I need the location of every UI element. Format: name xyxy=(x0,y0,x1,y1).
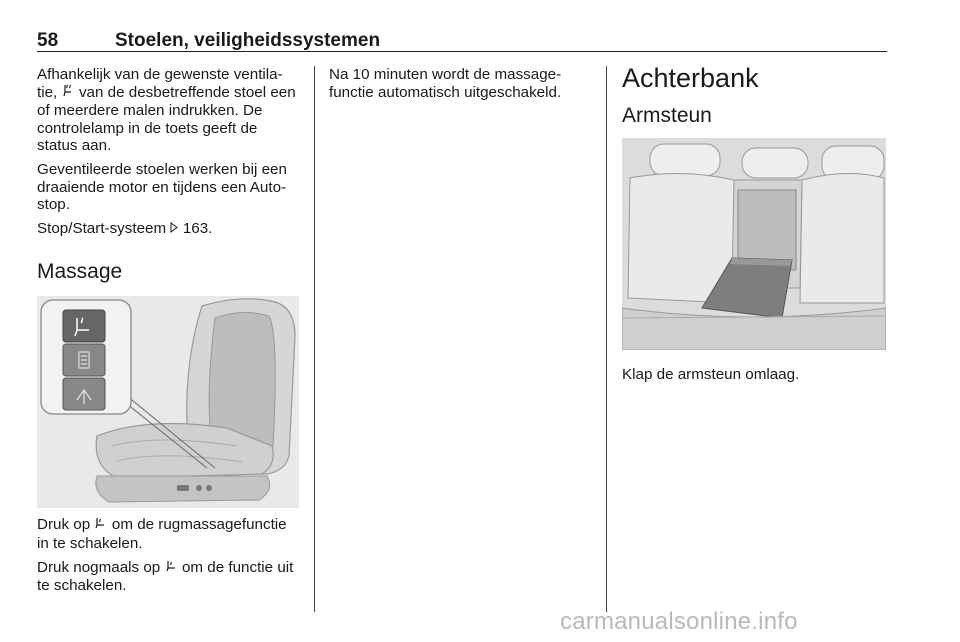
massage-seat-controls-illustration xyxy=(37,296,299,508)
subheading-armrest: Armsteun xyxy=(622,104,712,127)
heading-massage: Massage xyxy=(37,260,123,284)
paragraph-massage-off xyxy=(37,559,301,595)
paragraph-ventilation xyxy=(37,66,301,155)
seat-ventilation-icon xyxy=(62,85,79,101)
text: om de rugmassagefunctie in te schakelen. xyxy=(37,516,287,552)
text: van de desbetreffende stoel een of meerdere malen indrukken. De controlelamp in de toets geeft de status aan. xyxy=(37,83,296,155)
paragraph-start-stop xyxy=(37,220,301,239)
text: Stop/Start-systeem xyxy=(37,219,167,237)
text: om de functie uit te schakelen. xyxy=(37,558,294,595)
column-divider xyxy=(606,66,607,612)
page-header xyxy=(37,28,887,52)
caption-armrest: Klap de armsteun omlaag. xyxy=(622,366,800,383)
paragraph-massage-on xyxy=(37,516,301,552)
massage-icon xyxy=(165,560,182,576)
paragraph-ventilation-engine: Geventileerde stoelen werken bij een draaiende motor en tijdens een Auto-stop. xyxy=(37,160,287,214)
text: Afhankelijk van de gewenste ventila-tie, xyxy=(37,66,283,101)
page-reference-icon xyxy=(170,221,182,237)
massage-icon xyxy=(94,517,111,533)
column-right xyxy=(622,63,887,390)
page-reference-link[interactable]: 163. xyxy=(182,219,213,237)
paragraph-massage-timeout: Na 10 minuten wordt de massage-functie automatisch uitgeschakeld. xyxy=(329,66,562,101)
column-left xyxy=(37,66,301,601)
column-middle xyxy=(329,66,591,107)
text: Druk op xyxy=(37,516,91,534)
rear-seat-armrest-illustration xyxy=(622,138,886,350)
watermark: carmanualsonline.info xyxy=(560,608,798,635)
page-number: 58 xyxy=(37,30,59,51)
column-divider xyxy=(314,66,315,612)
text: Druk nogmaals op xyxy=(37,558,161,576)
section-title: Stoelen, veiligheidssystemen xyxy=(115,30,381,51)
heading-rear-seat: Achterbank xyxy=(622,63,759,93)
